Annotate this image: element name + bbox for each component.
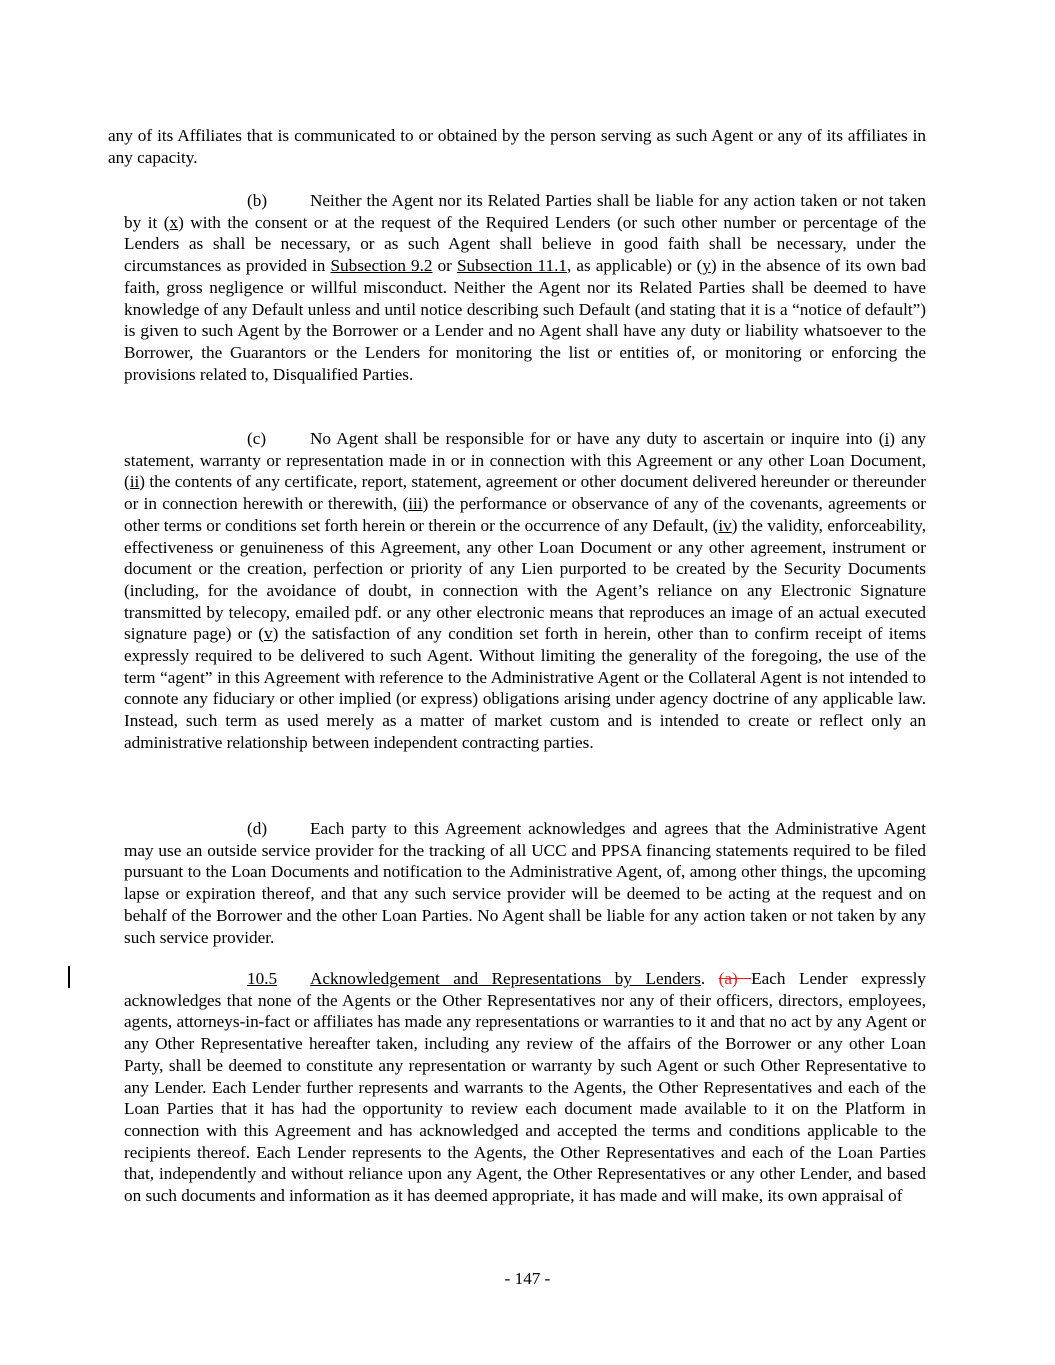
paragraph-intro: any of its Affiliates that is communicated to or obtained by the person serving as such Agent or any of its affiliates in any capacity. (108, 126, 926, 167)
paragraph-c-label: (c) (247, 429, 267, 448)
paragraph-d: (d) Each party to this Agreement acknowledges and agrees that the Administrative Agent may use an outside service provider for the tracking of all UCC and PPSA financing statements required to be filed pursuant to the Loan Documents and notification to the Administrative Agent, of, among other things, the upcoming lapse or expiration thereof, and that any such service provider will be deemed to be acting at the request and on behalf of the Borrower and the other Loan Parties. No Agent shall be liable for any action taken or not taken by any such service provider. (124, 819, 926, 947)
subsection-11-1-link: Subsection 11.1 (457, 256, 567, 276)
section-heading: Acknowledgement and Representations by Lenders (310, 969, 701, 988)
change-bar (68, 966, 70, 988)
paragraph-b: (b) Neither the Agent nor its Related Parties shall be liable for any action taken or not taken by it (x) with the consent or at the request of the Required Lenders (or such other number or percentage of the Lenders as shall be necessary, or as such Agent shall believe in good faith shall be necessary, under the circumstances as provided in Subsection 9.2 or Subsection 11.1, as applicable) or (y) in the absence of its own bad faith, gross negligence or willful misconduct. Neither the Agent nor its Related Parties shall be deemed to have knowledge of any Default unless and until notice describing such Default (and stating that it is a “notice of default”) is given to such Agent by the Borrower or a Lender and no Agent shall have any duty or liability whatsoever to the Borrower, the Guarantors or the Lenders for monitoring the list or entities of, or monitoring or enforcing the provisions related to, Disqualified Parties. (124, 191, 926, 384)
deleted-text: (a) (718, 969, 752, 988)
paragraph-c: (c) No Agent shall be responsible for or have any duty to ascertain or inquire into (i) any statement, warranty or representation made in or in connection with this Agreement or any other Loan Document, (ii) the contents of any certificate, report, statement, agreement or other document delivered hereunder or thereunder or in connection herewith or therewith, (iii) the performance or observance of any of the covenants, agreements or other terms or conditions set forth herein or therein or the occurrence of any Default, (iv) the validity, enforceability, effectiveness or genuineness of this Agreement, any other Loan Document or any other agreement, instrument or document or the creation, perfection or priority of any Lien purported to be created by the Security Documents (including, for the avoidance of doubt, in connection with the Agent’s reliance on any Electronic Signature transmitted by telecopy, emailed pdf. or any other electronic means that reproduces an image of an actual executed signature page) or (v) the satisfaction of any condition set forth in herein, other than to confirm receipt of items expressly required to be delivered to such Agent. Without limiting the generality of the foregoing, the use of the term “agent” in this Agreement with reference to the Administrative Agent or the Collateral Agent is not intended to connote any fiduciary or other implied (or express) obligations arising under agency doctrine of any applicable law. Instead, such term as used merely as a matter of market custom and is intended to create or reflect only an administrative relationship between independent contracting parties. (124, 429, 927, 752)
subsection-9-2-link: Subsection 9.2 (330, 256, 433, 276)
paragraph-b-label: (b) (247, 191, 268, 210)
page-number: - 147 - (504, 1269, 551, 1288)
section-number: 10.5 (247, 969, 278, 988)
section-10-5: 10.5 Acknowledgement and Representations by Lenders. (a) Each Lender expressly acknowledges that none of the Agents or the Other Representatives nor any of their officers, directors, employees, agents, attorneys-in-fact or affiliates has made any representations or warranties to it and that no act by any Agent or any Other Representative hereafter taken, including any review of the affairs of the Borrower or any other Loan Party, shall be deemed to constitute any representation or warranty by such Agent or such Other Representative to any Lender. Each Lender further represents and warrants to the Agents, the Other Representatives and each of the Loan Parties that it has had the opportunity to review each document made available to it on the Platform in connection with this Agreement and has acknowledged and accepted the terms and conditions applicable to the recipients thereof. Each Lender represents to the Agents, the Other Representatives and each of the Loan Parties that, independently and without reliance upon any Agent, the Other Representatives or any other Lender, and based on such documents and information as it has deemed appropriate, it has made and will make, its own appraisal of (124, 969, 927, 1206)
paragraph-d-label: (d) (247, 819, 268, 838)
